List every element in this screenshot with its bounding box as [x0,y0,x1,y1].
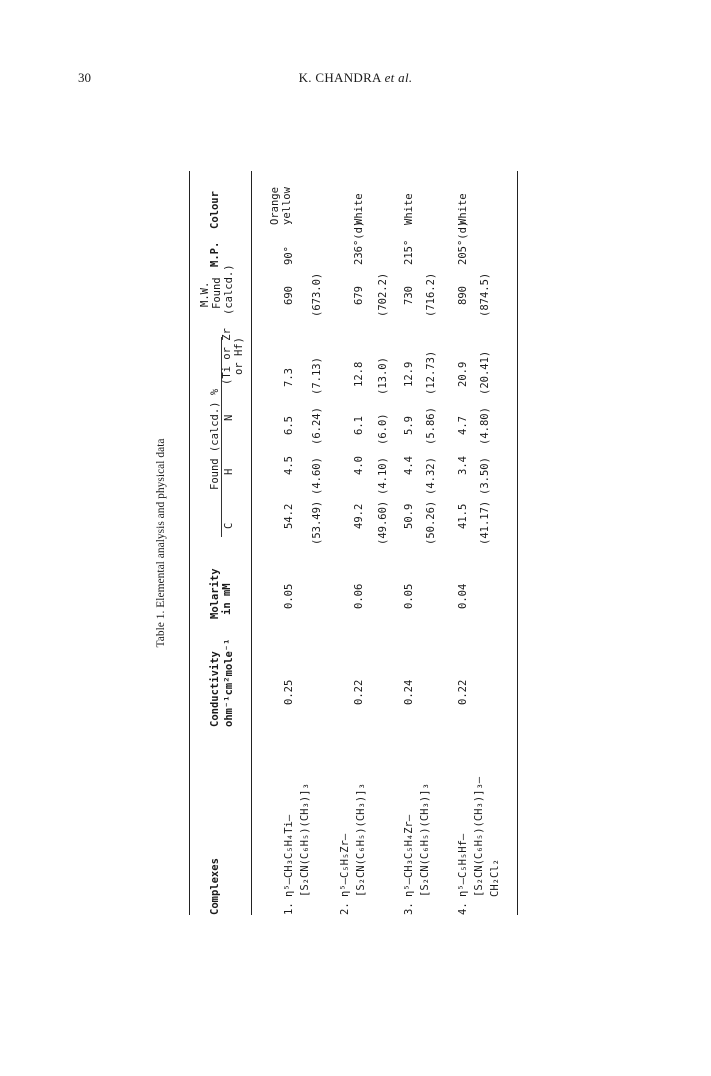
row3-mw: 730 [403,286,415,305]
data-table [181,171,531,915]
row1-colour: Orange [269,187,281,225]
header-mw: M.W. [199,281,211,307]
row2-conductivity: 0.22 [353,679,365,705]
page-number: 30 [78,70,91,85]
running-head [0,70,711,86]
row2-molarity: 0.06 [353,583,365,609]
header-rule [251,171,252,915]
row4-molarity: 0.04 [457,583,469,609]
row3-colour: White [403,193,415,225]
header-molarity-unit: in mM [221,583,233,615]
running-head-etal: et al. [384,70,413,85]
row3-complex-line1: η⁵–CH₃C₅H₄Zr– [403,814,415,897]
row3-c-calc: (50.26) [425,500,437,545]
header-c: C [223,522,235,529]
row1-mw-calc: (673.0) [311,272,323,317]
top-rule [189,171,190,915]
row4-h-calc: (3.50) [479,457,491,495]
row2-mp: 236°(d) [353,220,365,265]
row4-num: 4. [457,902,469,915]
row3-metal: 12.9 [403,361,415,387]
row1-colour2: yellow [281,187,293,225]
row3-num: 3. [403,902,415,915]
header-conductivity-unit: ohm⁻¹cm²mole⁻¹ [223,638,235,727]
row2-colour: White [353,193,365,225]
row2-c: 49.2 [353,503,365,529]
row3-c: 50.9 [403,503,415,529]
row2-metal-calc: (13.0) [377,357,389,395]
row4-mw: 890 [457,286,469,305]
row3-h: 4.4 [403,456,415,475]
row2-n: 6.1 [353,416,365,435]
row3-h-calc: (4.32) [425,457,437,495]
row1-complex-line2: [S₂CN(C₆H₅)(CH₃)]₃ [299,783,311,897]
row3-molarity: 0.05 [403,583,415,609]
header-h: H [223,468,235,475]
row1-c-calc: (53.49) [311,500,323,545]
header-colour: Colour [209,191,221,229]
row4-conductivity: 0.22 [457,679,469,705]
row2-num: 2. [339,902,351,915]
header-metal: (Ti or Zr [221,328,233,385]
row2-c-calc: (49.60) [377,500,389,545]
header-found-calcd: Found (calcd.) % [209,388,221,490]
header-mw-found: Found [211,277,223,309]
row1-mw: 690 [283,286,295,305]
row1-molarity: 0.05 [283,583,295,609]
header-mw-calcd: (calcd.) [223,264,235,315]
row2-mw-calc: (702.2) [377,272,389,317]
row3-mp: 215° [403,239,415,265]
row1-conductivity: 0.25 [283,679,295,705]
row2-h-calc: (4.10) [377,457,389,495]
row1-metal: 7.3 [283,368,295,387]
row3-metal-calc: (12.73) [425,350,437,395]
row2-h: 4.0 [353,456,365,475]
header-n: N [223,414,235,421]
rotated-table [155,171,531,915]
row1-mp: 90° [283,246,295,265]
row1-num: 1. [283,902,295,915]
header-conductivity: Conductivity [209,651,221,727]
row1-h-calc: (4.60) [311,457,323,495]
header-metal2: or Hf) [233,337,245,375]
row4-metal: 20.9 [457,361,469,387]
row2-metal: 12.8 [353,361,365,387]
row4-n-calc: (4.80) [479,407,491,445]
row1-c: 54.2 [283,503,295,529]
row1-n-calc: (6.24) [311,407,323,445]
bottom-rule [517,171,518,915]
header-mp: M.P. [209,241,221,267]
header-complexes: Complexes [209,858,221,915]
row4-c-calc: (41.17) [479,500,491,545]
row1-h: 4.5 [283,456,295,475]
running-head-author: K. CHANDRA [298,70,382,85]
table-caption: Table 1. Elemental analysis and physical data [155,438,167,648]
row1-complex-line1: η⁵–CH₃C₅H₄Ti– [283,814,295,897]
row3-mw-calc: (716.2) [425,272,437,317]
row1-n: 6.5 [283,416,295,435]
row3-n: 5.9 [403,416,415,435]
row4-complex-line2: [S₂CN(C₆H₅)(CH₃)]₃– [473,776,485,897]
row2-complex-line1: η⁵–C₅H₅Zr– [339,833,351,897]
row4-h: 3.4 [457,456,469,475]
row4-complex-line3: CH₂Cl₂ [489,859,501,897]
row4-metal-calc: (20.41) [479,350,491,395]
row1-metal-calc: (7.13) [311,357,323,395]
row3-n-calc: (5.86) [425,407,437,445]
row2-n-calc: (6.0) [377,413,389,445]
row4-complex-line1: η⁵–C₅H₅Hf– [457,833,469,897]
row4-c: 41.5 [457,503,469,529]
row4-mw-calc: (874.5) [479,272,491,317]
row4-colour: White [457,193,469,225]
row4-n: 4.7 [457,416,469,435]
row3-complex-line2: [S₂CN(C₆H₅)(CH₃)]₃ [419,783,431,897]
row3-conductivity: 0.24 [403,679,415,705]
row2-mw: 679 [353,286,365,305]
row4-mp: 205°(d) [457,220,469,265]
header-molarity: Molarity [209,568,221,619]
row2-complex-line2: [S₂CN(C₆H₅)(CH₃)]₃ [355,783,367,897]
